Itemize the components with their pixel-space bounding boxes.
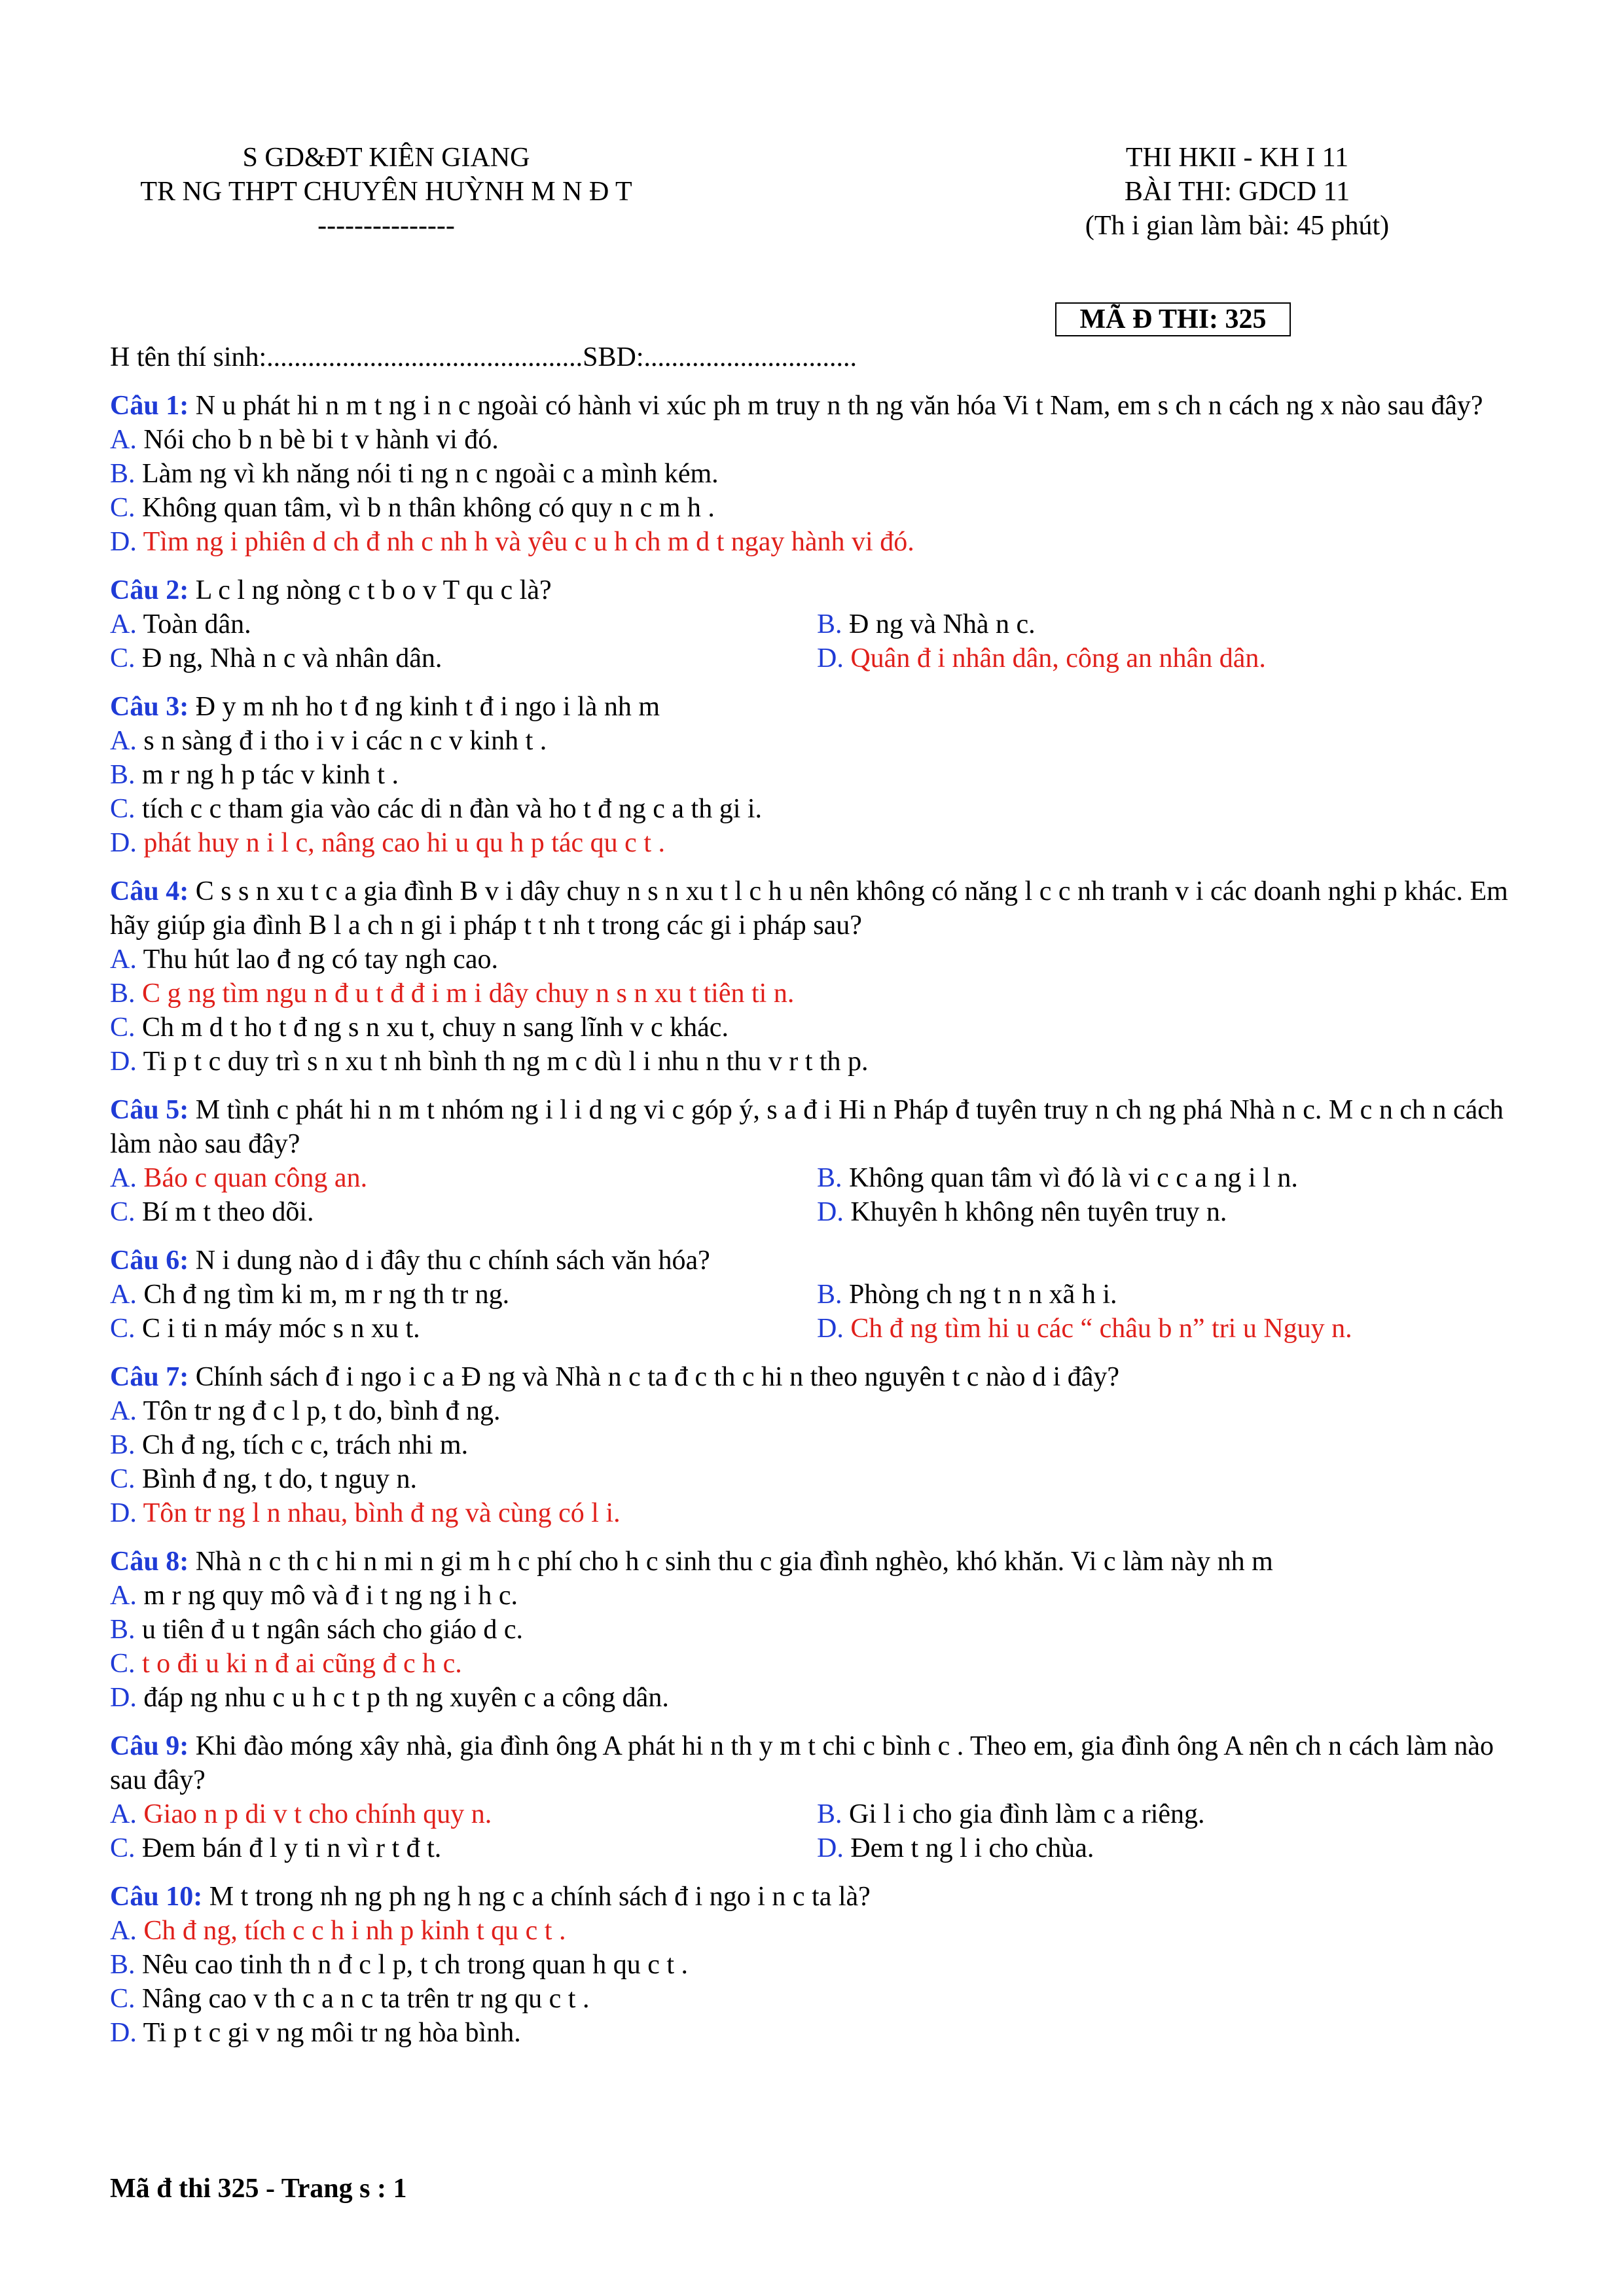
option-text: Ti p t c gi v ng môi tr ng hòa bình. bbox=[136, 2018, 521, 2048]
option-letter: B. bbox=[110, 459, 135, 489]
question-number: Câu 10: bbox=[110, 1882, 203, 1912]
question-stem bbox=[110, 1880, 1524, 1914]
answer-option bbox=[110, 1681, 1524, 1715]
question bbox=[110, 1093, 1524, 1229]
answer-option bbox=[817, 1278, 1524, 1312]
option-text: Quân đ i nhân dân, công an nhân dân. bbox=[843, 643, 1266, 673]
option-text: m r ng quy mô và đ i t ng ng i h c. bbox=[136, 1581, 518, 1611]
option-letter: C. bbox=[110, 1314, 135, 1344]
answer-option bbox=[110, 758, 1524, 792]
option-letter: A. bbox=[110, 1916, 137, 1946]
option-letter: D. bbox=[817, 1197, 844, 1227]
option-text: C g ng tìm ngu n đ u t đ đ i m i dây chuy n s n xu t tiên ti n. bbox=[135, 978, 795, 1009]
answer-option bbox=[817, 641, 1524, 675]
option-text: tích c c tham gia vào các di n đàn và ho t đ ng c a th gi i. bbox=[135, 794, 763, 824]
option-text: m r ng h p tác v kinh t . bbox=[135, 760, 399, 790]
question-text: N u phát hi n m t ng i n c ngoài có hành vi xúc ph m truy n th ng văn hóa Vi t Nam, em s ch n cách ng x nào sau đây? bbox=[189, 391, 1483, 421]
question bbox=[110, 874, 1524, 1079]
question-stem bbox=[110, 1545, 1524, 1579]
option-letter: A. bbox=[110, 609, 137, 639]
question-text: L c l ng nòng c t b o v T qu c là? bbox=[189, 575, 552, 605]
answer-option bbox=[110, 942, 1524, 977]
option-text: Báo c quan công an. bbox=[136, 1163, 368, 1193]
question-number: Câu 5: bbox=[110, 1095, 189, 1125]
option-letter: C. bbox=[110, 1197, 135, 1227]
answer-option bbox=[817, 607, 1524, 641]
question bbox=[110, 1244, 1524, 1346]
option-text: phát huy n i l c, nâng cao hi u qu h p tác qu c t . bbox=[136, 828, 665, 858]
option-text: C i ti n máy móc s n xu t. bbox=[135, 1314, 420, 1344]
option-letter: C. bbox=[110, 1013, 135, 1043]
exam-title: THI HKII - KH I 11 bbox=[1125, 143, 1349, 173]
option-letter: B. bbox=[817, 1163, 842, 1193]
header-left bbox=[92, 141, 681, 243]
option-text: Đem t ng l i cho chùa. bbox=[843, 1833, 1094, 1863]
answer-option bbox=[110, 1428, 1524, 1462]
option-text: Không quan tâm, vì b n thân không có quy n c m h . bbox=[135, 493, 715, 523]
question bbox=[110, 1880, 1524, 2050]
option-text: Khuyên h không nên tuyên truy n. bbox=[843, 1197, 1227, 1227]
option-letter: B. bbox=[817, 1799, 842, 1829]
answer-option bbox=[110, 1462, 1524, 1496]
answer-option bbox=[110, 1579, 1524, 1613]
question-number: Câu 6: bbox=[110, 1246, 189, 1276]
answer-option bbox=[110, 1161, 817, 1195]
option-text: u tiên đ u t ngân sách cho giáo d c. bbox=[135, 1615, 524, 1645]
option-letter: A. bbox=[110, 1581, 137, 1611]
question-text: Khi đào móng xây nhà, gia đình ông A phát hi n th y m t chi c bình c . Theo em, gia đình ông A nên ch n cách làm nào sau đây? bbox=[110, 1731, 1494, 1795]
option-letter: C. bbox=[110, 643, 135, 673]
header-divider: --------------- bbox=[317, 211, 455, 241]
answer-option bbox=[110, 607, 817, 641]
answer-option bbox=[110, 977, 1524, 1011]
question bbox=[110, 690, 1524, 860]
question-number: Câu 1: bbox=[110, 391, 189, 421]
subject-title: BÀI THI: GDCD 11 bbox=[1124, 177, 1350, 207]
option-letter: C. bbox=[110, 794, 135, 824]
option-letter: D. bbox=[110, 2018, 137, 2048]
question-number: Câu 9: bbox=[110, 1731, 189, 1761]
answer-options bbox=[110, 1161, 1524, 1229]
school-name: TR NG THPT CHUYÊN HUỲNH M N Đ T bbox=[140, 177, 632, 207]
question-stem bbox=[110, 389, 1524, 423]
question-number: Câu 4: bbox=[110, 876, 189, 906]
option-text: Bí m t theo dõi. bbox=[135, 1197, 314, 1227]
option-text: Nói cho b n bè bi t v hành vi đó. bbox=[136, 425, 499, 455]
answer-option bbox=[110, 826, 1524, 860]
option-letter: A. bbox=[110, 726, 137, 756]
option-letter: C. bbox=[110, 1984, 135, 2014]
answer-options bbox=[110, 1797, 1524, 1865]
option-text: Ch đ ng, tích c c, trách nhi m. bbox=[135, 1430, 469, 1460]
option-text: Ti p t c duy trì s n xu t nh bình th ng m c dù l i nhu n thu v r t th p. bbox=[136, 1047, 869, 1077]
option-text: Ch đ ng tìm hi u các “ châu b n” tri u Nguy n. bbox=[843, 1314, 1352, 1344]
answer-option bbox=[110, 1948, 1524, 1982]
answer-option bbox=[110, 1195, 817, 1229]
option-text: Đ ng và Nhà n c. bbox=[842, 609, 1036, 639]
answer-option bbox=[110, 1278, 817, 1312]
option-text: Gi l i cho gia đình làm c a riêng. bbox=[842, 1799, 1205, 1829]
question-number: Câu 2: bbox=[110, 575, 189, 605]
question-number: Câu 8: bbox=[110, 1547, 189, 1577]
option-letter: A. bbox=[110, 1280, 137, 1310]
header-right bbox=[936, 141, 1538, 243]
option-letter: B. bbox=[110, 1950, 135, 1980]
page-footer: Mã đ thi 325 - Trang s : 1 bbox=[110, 2174, 407, 2204]
answer-option bbox=[110, 1647, 1524, 1681]
answer-option bbox=[110, 1982, 1524, 2016]
option-letter: D. bbox=[110, 1683, 137, 1713]
exam-code-box: MÃ Đ THI: 325 bbox=[1055, 302, 1291, 336]
option-letter: C. bbox=[110, 1649, 135, 1679]
question bbox=[110, 1360, 1524, 1530]
question-text: C s s n xu t c a gia đình B v i dây chuy n s n xu t l c h u nên không có năng l c c nh tranh v i các doanh nghi p khác. Em hãy giúp gia đình B l a ch n gi i pháp t t nh t trong các gi i pháp sau? bbox=[110, 876, 1508, 941]
question bbox=[110, 1545, 1524, 1715]
answer-option bbox=[110, 792, 1524, 826]
option-letter: A. bbox=[110, 1396, 137, 1426]
option-letter: C. bbox=[110, 493, 135, 523]
question-text: Nhà n c th c hi n mi n gi m h c phí cho h c sinh thu c gia đình nghèo, khó khăn. Vi c làm này nh m bbox=[189, 1547, 1273, 1577]
option-letter: D. bbox=[110, 527, 137, 557]
option-letter: D. bbox=[110, 1047, 137, 1077]
exam-duration: (Th i gian làm bài: 45 phút) bbox=[1085, 211, 1390, 241]
option-text: Giao n p di v t cho chính quy n. bbox=[136, 1799, 492, 1829]
option-letter: D. bbox=[110, 828, 137, 858]
option-letter: D. bbox=[817, 643, 844, 673]
option-letter: B. bbox=[110, 760, 135, 790]
option-text: Không quan tâm vì đó là vi c c a ng i l n. bbox=[842, 1163, 1298, 1193]
question-stem bbox=[110, 1729, 1524, 1797]
question-stem bbox=[110, 690, 1524, 724]
question-stem bbox=[110, 573, 1524, 607]
answer-options bbox=[110, 1914, 1524, 2050]
answer-option bbox=[110, 1011, 1524, 1045]
question-text: N i dung nào d i đây thu c chính sách văn hóa? bbox=[189, 1246, 710, 1276]
option-text: Thu hút lao đ ng có tay ngh cao. bbox=[136, 944, 498, 975]
answer-options bbox=[110, 1579, 1524, 1715]
answer-option bbox=[817, 1195, 1524, 1229]
option-text: Ch đ ng, tích c c h i nh p kinh t qu c t . bbox=[136, 1916, 566, 1946]
answer-option bbox=[110, 641, 817, 675]
option-text: Ch m d t ho t đ ng s n xu t, chuy n sang lĩnh v c khác. bbox=[135, 1013, 729, 1043]
answer-options bbox=[110, 1278, 1524, 1346]
answer-options bbox=[110, 724, 1524, 860]
option-text: đáp ng nhu c u h c t p th ng xuyên c a công dân. bbox=[136, 1683, 669, 1713]
answer-option bbox=[110, 457, 1524, 491]
option-letter: D. bbox=[110, 1498, 137, 1528]
answer-option bbox=[817, 1161, 1524, 1195]
question-stem bbox=[110, 874, 1524, 942]
option-text: Bình đ ng, t do, t nguy n. bbox=[135, 1464, 418, 1494]
option-text: Tôn tr ng l n nhau, bình đ ng và cùng có l i. bbox=[136, 1498, 621, 1528]
question-stem bbox=[110, 1244, 1524, 1278]
option-letter: D. bbox=[817, 1833, 844, 1863]
option-letter: A. bbox=[110, 1163, 137, 1193]
option-text: Tìm ng i phiên d ch đ nh c nh h và yêu c u h ch m d t ngay hành vi đó. bbox=[136, 527, 914, 557]
question-stem bbox=[110, 1360, 1524, 1394]
option-letter: D. bbox=[817, 1314, 844, 1344]
answer-option bbox=[110, 2016, 1524, 2050]
option-letter: B. bbox=[110, 978, 135, 1009]
question-stem bbox=[110, 1093, 1524, 1161]
option-letter: B. bbox=[110, 1430, 135, 1460]
answer-option bbox=[110, 1797, 817, 1831]
option-letter: C. bbox=[110, 1833, 135, 1863]
question bbox=[110, 389, 1524, 559]
option-text: Đ ng, Nhà n c và nhân dân. bbox=[135, 643, 442, 673]
option-letter: A. bbox=[110, 1799, 137, 1829]
answer-options bbox=[110, 607, 1524, 675]
answer-option bbox=[110, 1045, 1524, 1079]
option-letter: B. bbox=[817, 1280, 842, 1310]
option-text: Nêu cao tinh th n đ c l p, t ch trong quan h qu c t . bbox=[135, 1950, 689, 1980]
answer-options bbox=[110, 942, 1524, 1079]
answer-options bbox=[110, 1394, 1524, 1530]
question-text: Đ y m nh ho t đ ng kinh t đ i ngo i là nh m bbox=[189, 692, 660, 722]
answer-option bbox=[817, 1831, 1524, 1865]
question-text: Chính sách đ i ngo i c a Đ ng và Nhà n c ta đ c th c hi n theo nguyên t c nào d i đây? bbox=[189, 1362, 1119, 1392]
answer-option bbox=[110, 525, 1524, 559]
option-letter: C. bbox=[110, 1464, 135, 1494]
option-letter: B. bbox=[110, 1615, 135, 1645]
option-text: t o đi u ki n đ ai cũng đ c h c. bbox=[135, 1649, 462, 1679]
answer-option bbox=[817, 1797, 1524, 1831]
answer-option bbox=[110, 1312, 817, 1346]
question-number: Câu 7: bbox=[110, 1362, 189, 1392]
option-text: Toàn dân. bbox=[136, 609, 251, 639]
option-text: Phòng ch ng t n n xã h i. bbox=[842, 1280, 1117, 1310]
answer-option bbox=[110, 724, 1524, 758]
student-info-line: H tên thí sinh:..............................................SBD:............................... bbox=[110, 342, 857, 372]
answer-option bbox=[110, 423, 1524, 457]
answer-option bbox=[817, 1312, 1524, 1346]
option-letter: B. bbox=[817, 609, 842, 639]
department-name: S GD&ĐT KIÊN GIANG bbox=[242, 143, 530, 173]
answer-option bbox=[110, 1831, 817, 1865]
question-text: M tình c phát hi n m t nhóm ng i l i d ng vi c góp ý, s a đ i Hi n Pháp đ tuyên truy n ch ng phá Nhà n c. M c n ch n cách làm nào sau đây? bbox=[110, 1095, 1504, 1159]
option-text: Tôn tr ng đ c l p, t do, bình đ ng. bbox=[136, 1396, 501, 1426]
option-text: Đem bán đ l y ti n vì r t đ t. bbox=[135, 1833, 442, 1863]
answer-options bbox=[110, 423, 1524, 559]
answer-option bbox=[110, 1613, 1524, 1647]
answer-option bbox=[110, 1914, 1524, 1948]
option-letter: A. bbox=[110, 425, 137, 455]
question bbox=[110, 1729, 1524, 1865]
question bbox=[110, 573, 1524, 675]
answer-option bbox=[110, 491, 1524, 525]
question-number: Câu 3: bbox=[110, 692, 189, 722]
option-text: s n sàng đ i tho i v i các n c v kinh t . bbox=[136, 726, 547, 756]
question-list bbox=[110, 389, 1524, 2064]
option-text: Làm ng vì kh năng nói ti ng n c ngoài c a mình kém. bbox=[135, 459, 719, 489]
option-text: Ch đ ng tìm ki m, m r ng th tr ng. bbox=[136, 1280, 510, 1310]
answer-option bbox=[110, 1496, 1524, 1530]
answer-option bbox=[110, 1394, 1524, 1428]
option-text: Nâng cao v th c a n c ta trên tr ng qu c t . bbox=[135, 1984, 590, 2014]
option-letter: A. bbox=[110, 944, 137, 975]
question-text: M t trong nh ng ph ng h ng c a chính sách đ i ngo i n c ta là? bbox=[202, 1882, 871, 1912]
